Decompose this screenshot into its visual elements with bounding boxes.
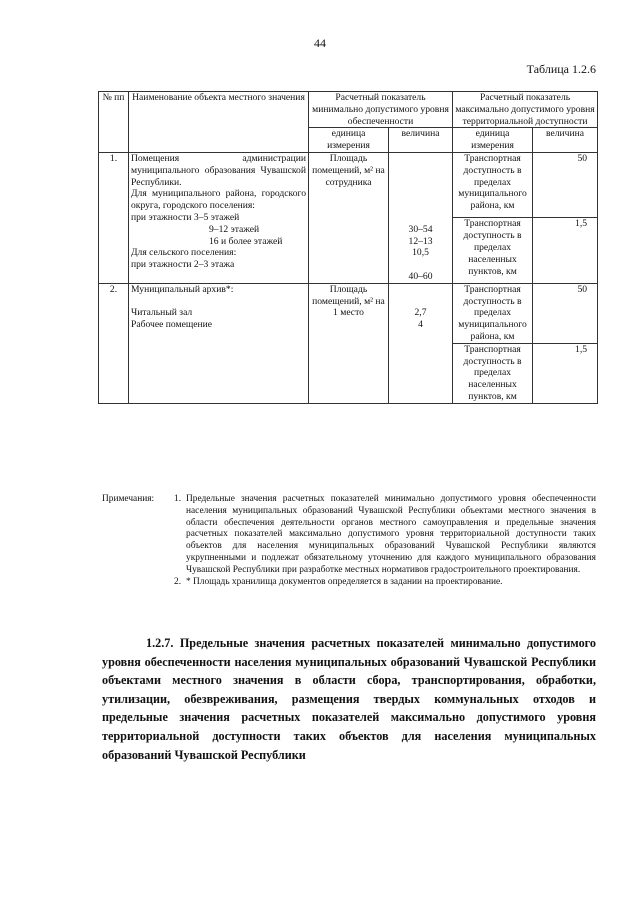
section-title: Предельные значения расчетных показателей минимально допустимого уровня обеспеченности населения муниципальных образований Чувашской Республики объектами местного значения в области сбора, транспортирования, обработки, утилизации, обезвреживания, размещения твердых коммунальных отходов и предельные значения расчетных показателей максимально допустимого уровня территориальной доступности таких объектов для населения муниципальных образований Чувашской Республики	[102, 636, 596, 762]
norms-table	[98, 91, 598, 404]
access-value: 1,5	[533, 218, 598, 283]
object-variant: 9–12 этажей	[209, 223, 260, 235]
note-item	[102, 494, 596, 577]
access-unit: Транспортная доступность в пределах муниципального района, км	[453, 152, 533, 217]
page-number: 44	[314, 36, 326, 50]
note-text: * Площадь хранилища документов определяется в задании на проектирование.	[186, 576, 503, 587]
note-text: Предельные значения расчетных показателей минимально допустимого уровня обеспеченности населения муниципальных образований Чувашской Республики объектами местного значения в области обеспечения деятельности органов местного самоуправления и предельные значения расчетных показателей максимально допустимого уровня территориальной доступности таких объектов для населения муниципальных образований Чувашской Республики являются укрупненными и подлежат обязательному уточнению для каждого муниципального образования Чувашской Республики при разработке местных нормативов градостроительного проектирования.	[186, 494, 596, 575]
object-variant: Рабочее помещение	[131, 319, 213, 331]
object-name-cell	[129, 152, 309, 283]
note-item	[102, 577, 596, 589]
header-access-unit: единица измерения	[453, 128, 533, 153]
provision-values-cell	[389, 152, 453, 283]
provision-unit: Площадь помещений, м² на сотрудника	[309, 152, 389, 283]
provision-value: 10,5	[412, 247, 429, 259]
object-name: Помещения администрации муниципального образования Чувашской Республики.	[131, 152, 306, 188]
header-provision-unit: единица измерения	[309, 128, 389, 153]
note-number: 2.	[174, 576, 182, 587]
row-number: 1.	[99, 152, 129, 283]
table-row	[99, 152, 598, 217]
access-unit: Транспортная доступность в пределах муниципального района, км	[453, 283, 533, 343]
header-object-name: Наименование объекта местного значения	[129, 92, 309, 153]
header-accessibility: Расчетный показатель максимально допустимого уровня территориальной доступности	[453, 92, 598, 128]
object-variant: при этажности 2–3 этажа	[131, 259, 235, 271]
object-variant: 16 и более этажей	[209, 235, 283, 247]
header-provision: Расчетный показатель минимально допустимого уровня обеспеченности	[309, 92, 453, 128]
object-subgroup: Для сельского поселения:	[131, 247, 237, 259]
access-value: 50	[533, 152, 598, 217]
access-value: 50	[533, 283, 598, 343]
table-row	[99, 283, 598, 343]
row-number: 2.	[99, 283, 129, 403]
table-header-row	[99, 92, 598, 128]
provision-value: 30–54	[408, 223, 433, 235]
object-name: Муниципальный архив*:	[131, 283, 234, 295]
header-provision-value: величина	[389, 128, 453, 153]
object-variant: при этажности 3–5 этажей	[131, 211, 240, 223]
provision-values-cell	[389, 283, 453, 403]
object-subgroup: Для муниципального района, городского округа, городского поселения:	[131, 188, 306, 212]
provision-unit: Площадь помещений, м² на 1 место	[309, 283, 389, 403]
header-access-value: величина	[533, 128, 598, 153]
object-name-cell	[129, 283, 309, 403]
table-notes	[102, 494, 596, 588]
access-unit: Транспортная доступность в пределах населенных пунктов, км	[453, 343, 533, 403]
provision-value: 2,7	[414, 307, 427, 319]
object-variant: Читальный зал	[131, 307, 193, 319]
notes-label: Примечания:	[102, 494, 155, 504]
note-number: 1.	[174, 494, 182, 504]
provision-value: 4	[418, 319, 423, 331]
provision-value: 12–13	[408, 235, 433, 247]
section-heading	[102, 634, 596, 764]
access-value: 1,5	[533, 343, 598, 403]
access-unit: Транспортная доступность в пределах населенных пунктов, км	[453, 218, 533, 283]
section-number: 1.2.7.	[146, 636, 174, 650]
header-num: № пп	[99, 92, 129, 153]
table-caption: Таблица 1.2.6	[526, 62, 596, 76]
provision-value: 40–60	[408, 270, 433, 282]
